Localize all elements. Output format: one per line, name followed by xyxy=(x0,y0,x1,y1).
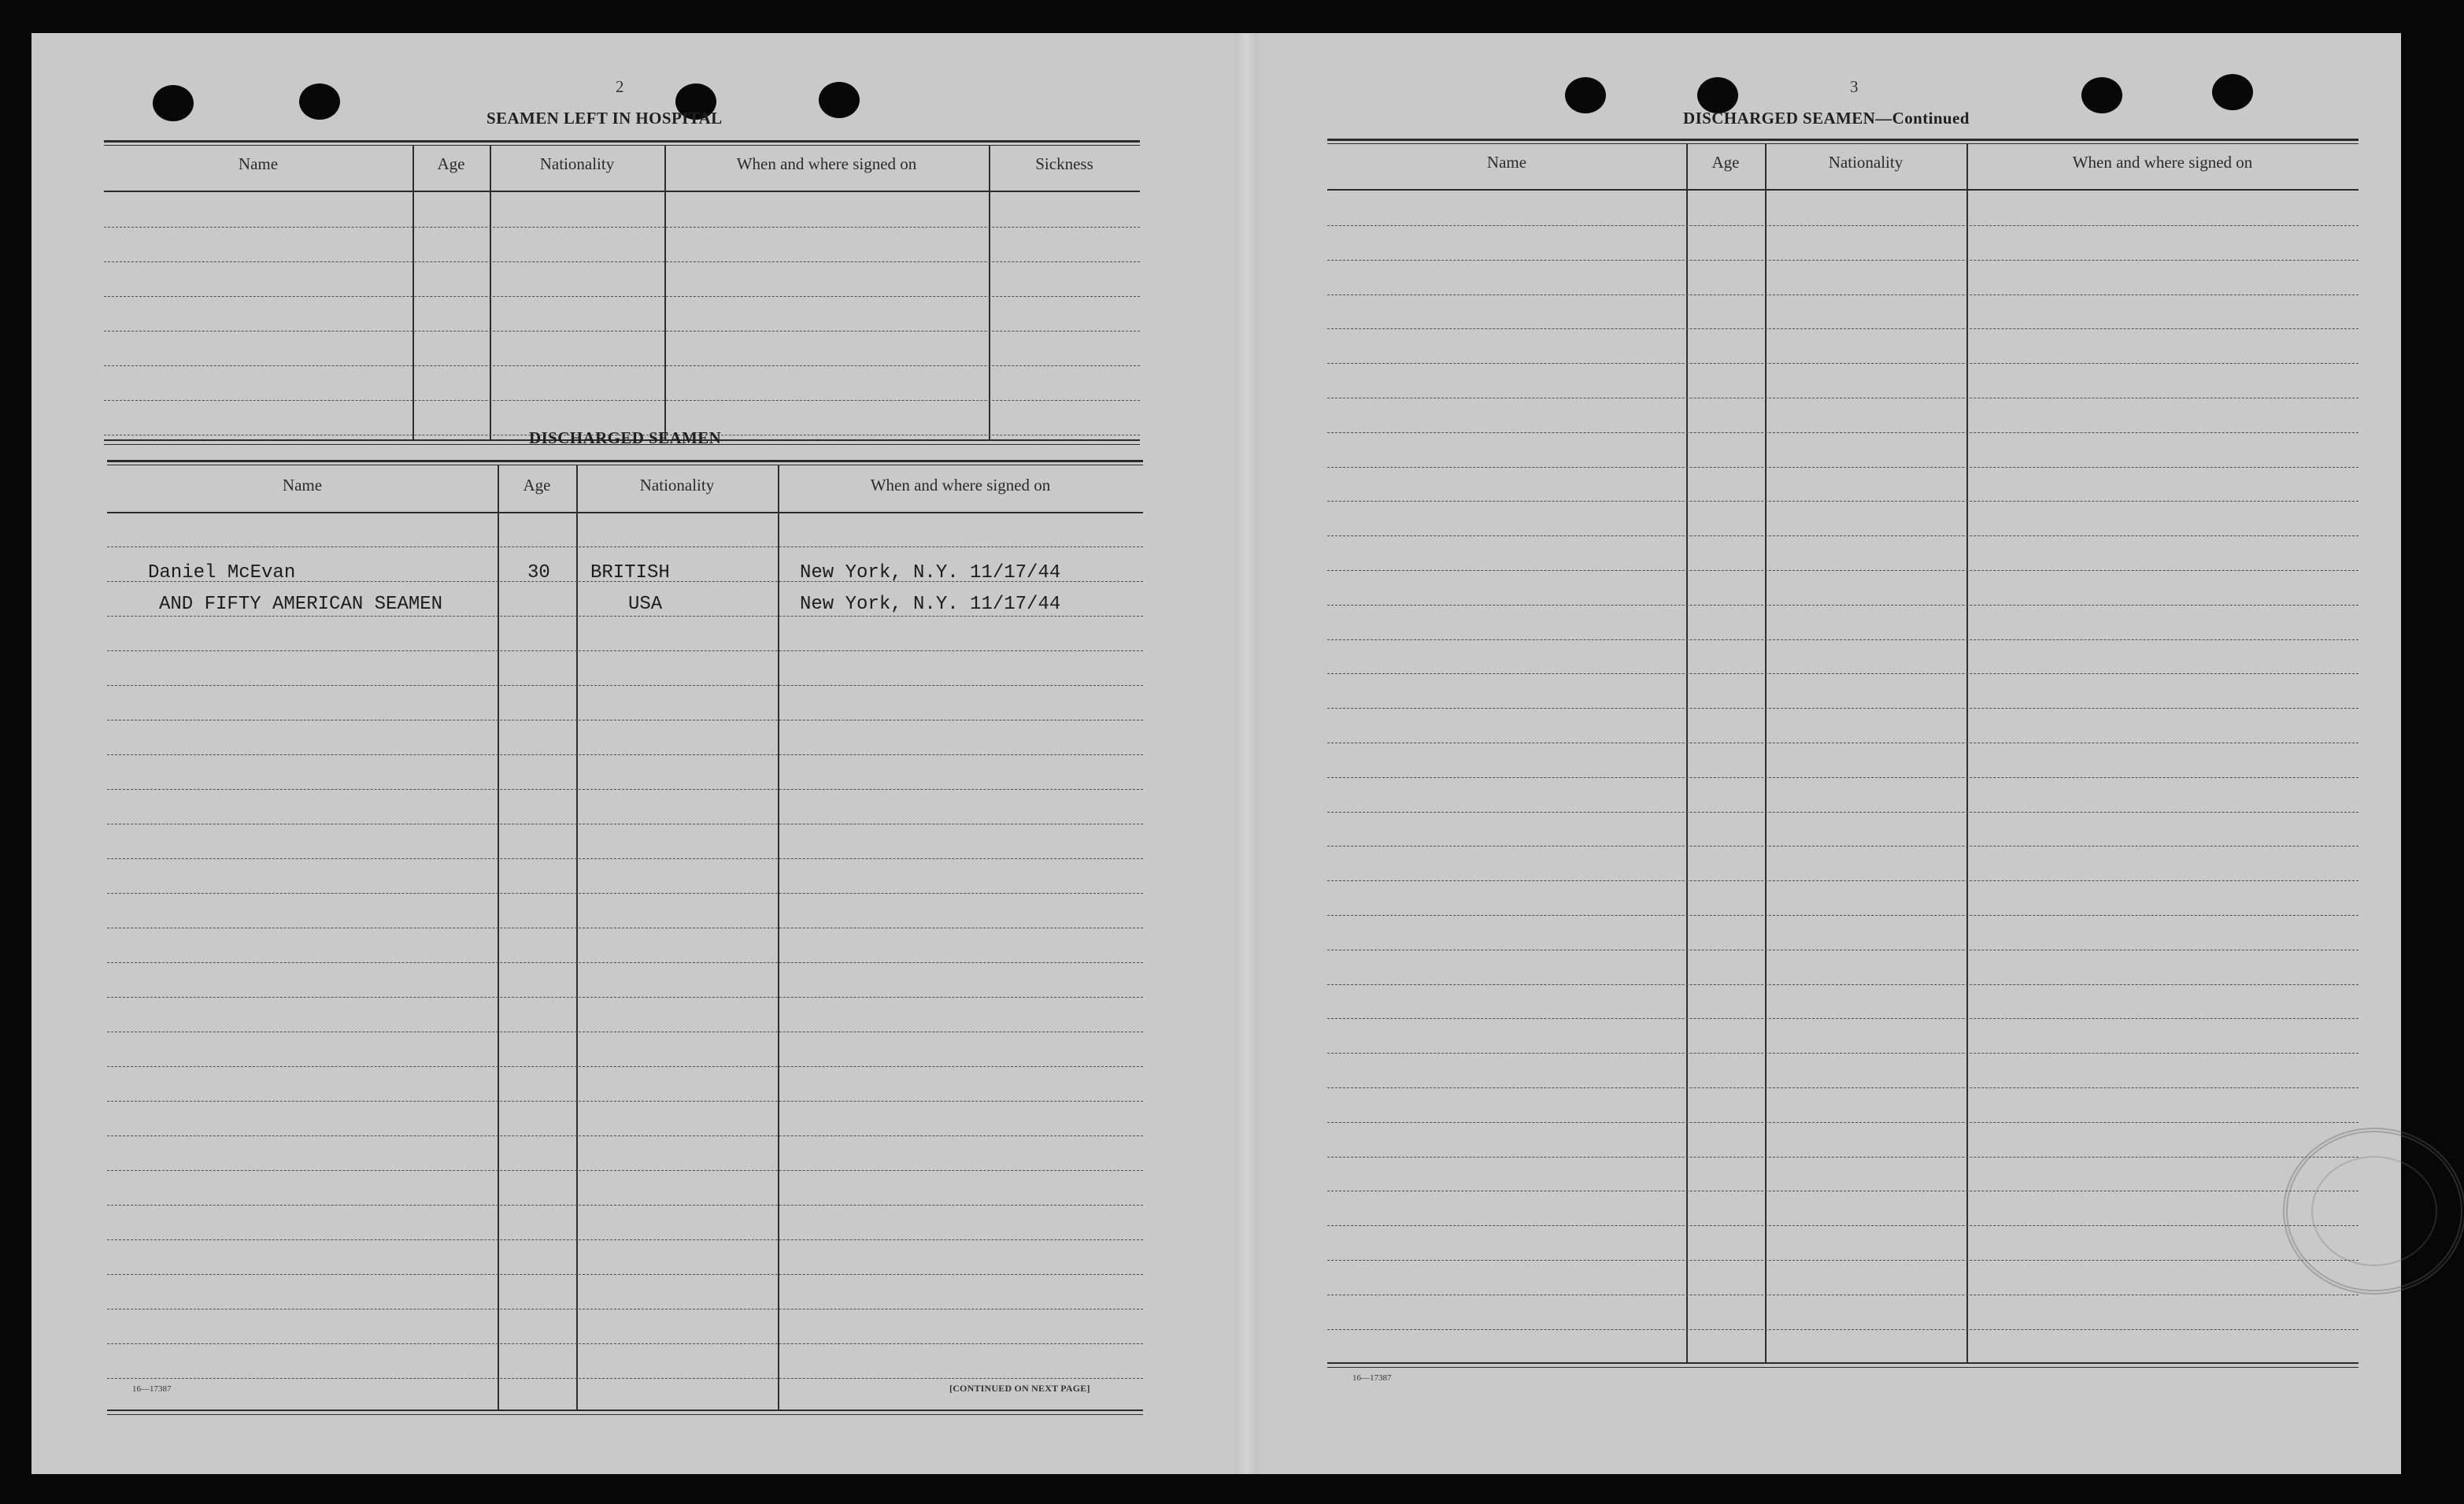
ruled-line xyxy=(1327,605,2359,606)
column-header-age: Age xyxy=(1711,153,1740,172)
ledger-bottom-rule xyxy=(107,1410,1143,1411)
ruled-line xyxy=(107,1170,1143,1171)
ruled-line xyxy=(107,1239,1143,1240)
page-fold xyxy=(1234,33,1258,1474)
continued-note: [CONTINUED ON NEXT PAGE] xyxy=(949,1383,1090,1394)
ruled-line xyxy=(107,1205,1143,1206)
ruled-line xyxy=(1327,1087,2359,1088)
ruled-line xyxy=(104,400,1140,401)
table-cell-signed-on: New York, N.Y. 11/17/44 xyxy=(800,594,1061,615)
ruled-line xyxy=(1327,432,2359,433)
ruled-line xyxy=(107,962,1143,963)
ruled-line xyxy=(107,720,1143,721)
ruled-line xyxy=(1327,1018,2359,1019)
ledger-top-rule xyxy=(107,460,1143,462)
column-header-nationality: Nationality xyxy=(539,154,615,173)
ruled-line xyxy=(107,858,1143,859)
ruled-line xyxy=(1327,1225,2359,1226)
column-divider xyxy=(490,145,491,439)
column-divider xyxy=(576,465,578,1410)
hospital-ledger xyxy=(104,140,1140,444)
table-cell-age: 30 xyxy=(527,562,550,583)
table-cell-name: AND FIFTY AMERICAN SEAMEN xyxy=(159,594,443,615)
ruled-line xyxy=(1327,1260,2359,1261)
ledger-top-rule xyxy=(104,140,1140,143)
column-header-nationality: Nationality xyxy=(1828,153,1903,172)
ruled-line xyxy=(1327,1053,2359,1054)
left-page xyxy=(31,33,1234,1474)
ruled-line xyxy=(1327,501,2359,502)
ruled-line xyxy=(107,616,1143,617)
ruled-line xyxy=(107,754,1143,755)
ruled-line xyxy=(104,331,1140,332)
ruled-line xyxy=(104,261,1140,262)
column-divider xyxy=(664,145,666,439)
ruled-line xyxy=(1327,363,2359,364)
column-divider xyxy=(413,145,414,439)
column-divider xyxy=(1765,143,1767,1362)
ruled-line xyxy=(104,227,1140,228)
discharged-ledger xyxy=(107,460,1143,1421)
column-header-name: Name xyxy=(1486,153,1527,172)
right-page xyxy=(1258,33,2401,1474)
ruled-line xyxy=(104,365,1140,366)
ruled-line xyxy=(1327,1329,2359,1330)
discharged-continued-ledger xyxy=(1327,139,2359,1398)
column-divider xyxy=(1966,143,1968,1362)
ruled-line xyxy=(1327,1122,2359,1123)
ruled-line xyxy=(1327,708,2359,709)
discharged-continued-title: DISCHARGED SEAMEN—Continued xyxy=(1683,109,1970,128)
table-cell-nationality: USA xyxy=(628,594,663,615)
ledger-bottom-rule xyxy=(1327,1362,2359,1364)
ruled-line xyxy=(107,789,1143,790)
discharged-section-title: DISCHARGED SEAMEN xyxy=(529,428,722,447)
document-sheet xyxy=(31,33,2401,1474)
page-number: 3 xyxy=(1850,77,1859,96)
ruled-line xyxy=(107,685,1143,686)
ruled-line xyxy=(1327,639,2359,640)
column-header-name: Name xyxy=(282,476,323,495)
ruled-line xyxy=(107,893,1143,894)
ruled-line xyxy=(107,650,1143,651)
form-number: 16—17387 xyxy=(1352,1373,1392,1383)
header-divider xyxy=(107,512,1143,513)
ruled-line xyxy=(1327,812,2359,813)
ruled-line xyxy=(107,1066,1143,1067)
ruled-line xyxy=(1327,570,2359,571)
ruled-line xyxy=(1327,260,2359,261)
ruled-line xyxy=(1327,673,2359,674)
table-cell-name: Daniel McEvan xyxy=(148,562,296,583)
ruled-line xyxy=(107,997,1143,998)
ruled-line xyxy=(107,1135,1143,1136)
ruled-line xyxy=(107,1101,1143,1102)
ruled-line xyxy=(107,1274,1143,1275)
table-cell-signed-on: New York, N.Y. 11/17/44 xyxy=(800,562,1061,583)
page-number: 2 xyxy=(616,77,624,96)
ruled-line xyxy=(1327,777,2359,778)
column-header-signed-on: When and where signed on xyxy=(870,476,1051,495)
column-divider xyxy=(498,465,499,1410)
column-header-sickness: Sickness xyxy=(1035,154,1093,173)
column-header-nationality: Nationality xyxy=(639,476,715,495)
ruled-line xyxy=(1327,328,2359,329)
column-header-signed-on: When and where signed on xyxy=(2072,153,2253,172)
ruled-line xyxy=(107,1378,1143,1379)
ledger-top-rule xyxy=(1327,139,2359,141)
ruled-line xyxy=(1327,535,2359,536)
ruled-line xyxy=(1327,1157,2359,1158)
column-header-signed-on: When and where signed on xyxy=(736,154,917,173)
form-number: 16—17387 xyxy=(132,1384,172,1394)
ruled-line xyxy=(1327,984,2359,985)
ruled-line xyxy=(1327,225,2359,226)
ruled-line xyxy=(104,296,1140,297)
column-header-name: Name xyxy=(238,154,279,173)
column-divider xyxy=(778,465,779,1410)
ruled-line xyxy=(1327,915,2359,916)
table-cell-nationality: BRITISH xyxy=(590,562,670,583)
ruled-line xyxy=(107,1309,1143,1310)
ruled-line xyxy=(107,581,1143,582)
header-divider xyxy=(1327,189,2359,191)
column-divider xyxy=(1686,143,1688,1362)
ruled-line xyxy=(107,546,1143,547)
header-divider xyxy=(104,191,1140,192)
ruled-line xyxy=(1327,880,2359,881)
ruled-line xyxy=(107,1343,1143,1344)
hospital-section-title: SEAMEN LEFT IN HOSPITAL xyxy=(487,109,723,128)
ruled-line xyxy=(1327,467,2359,468)
column-header-age: Age xyxy=(437,154,465,173)
faded-stamp xyxy=(2283,1128,2464,1295)
column-header-age: Age xyxy=(523,476,551,495)
column-divider xyxy=(989,145,990,439)
